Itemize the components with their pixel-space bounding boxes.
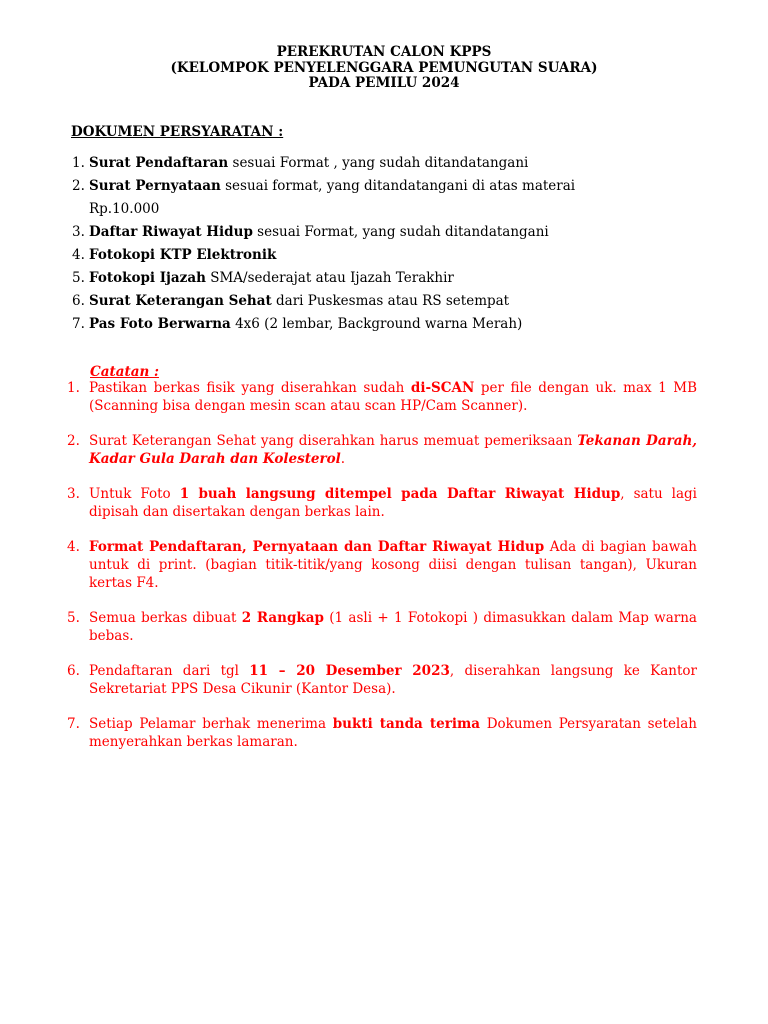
title-line-2: (KELOMPOK PENYELENGGARA PEMUNGUTAN SUARA) — [170, 59, 598, 76]
list-item: 1. Surat Pendaftaran sesuai Format , yang sudah ditandatangani — [72, 155, 529, 171]
notes-heading: Catatan : — [90, 364, 159, 380]
list-item: 5. Fotokopi Ijazah SMA/sederajat atau Ijazah Terakhir — [72, 270, 454, 286]
note-item: 7. Setiap Pelamar berhak menerima bukti tanda terima Dokumen Persyaratan setelah menyerahkan berkas lamaran. — [67, 716, 697, 750]
list-item: 2. Surat Pernyataan sesuai format, yang ditandatangani di atas materai Rp.10.000 — [72, 178, 576, 217]
list-item: 4. Fotokopi KTP Elektronik — [72, 247, 277, 263]
list-item-continuation: Rp.10.000 — [89, 201, 160, 217]
note-item: 4. Format Pendaftaran, Pernyataan dan Daftar Riwayat Hidup Ada di bagian bawah untuk di print. (bagian titik-titik/yang kosong diisi dengan tulisan tangan), Ukuran kertas F4. — [67, 539, 697, 591]
requirements-list — [72, 152, 712, 336]
title-line-1: PEREKRUTAN CALON KPPS — [276, 44, 492, 60]
list-item: 7. Pas Foto Berwarna 4x6 (2 lembar, Background warna Merah) — [72, 316, 523, 332]
note-item: 5. Semua berkas dibuat 2 Rangkap (1 asli + 1 Fotokopi ) dimasukkan dalam Map warna bebas. — [67, 610, 697, 644]
note-item: 1. Pastikan berkas fisik yang diserahkan sudah di-SCAN per file dengan uk. max 1 MB (Scanning bisa dengan mesin scan atau scan HP/Cam Scanner). — [67, 380, 697, 414]
requirements-heading: DOKUMEN PERSYARATAN : — [71, 124, 284, 140]
note-item: 6. Pendaftaran dari tgl 11 – 20 Desember 2023, diserahkan langsung ke Kantor Sekretariat PPS Desa Cikunir (Kantor Desa). — [67, 663, 697, 697]
title-line-3: PADA PEMILU 2024 — [308, 75, 460, 91]
note-item: 3. Untuk Foto 1 buah langsung ditempel pada Daftar Riwayat Hidup, satu lagi dipisah dan disertakan dengan berkas lain. — [67, 486, 698, 520]
list-item: 3. Daftar Riwayat Hidup sesuai Format, yang sudah ditandatangani — [72, 224, 549, 240]
note-item: 2. Surat Keterangan Sehat yang diserahkan harus memuat pemeriksaan Tekanan Darah, Kadar Gula Darah dan Kolesterol. — [67, 433, 697, 467]
list-item: 6. Surat Keterangan Sehat dari Puskesmas atau RS setempat — [72, 293, 510, 309]
notes-list — [67, 379, 697, 768]
document-title — [0, 45, 768, 92]
